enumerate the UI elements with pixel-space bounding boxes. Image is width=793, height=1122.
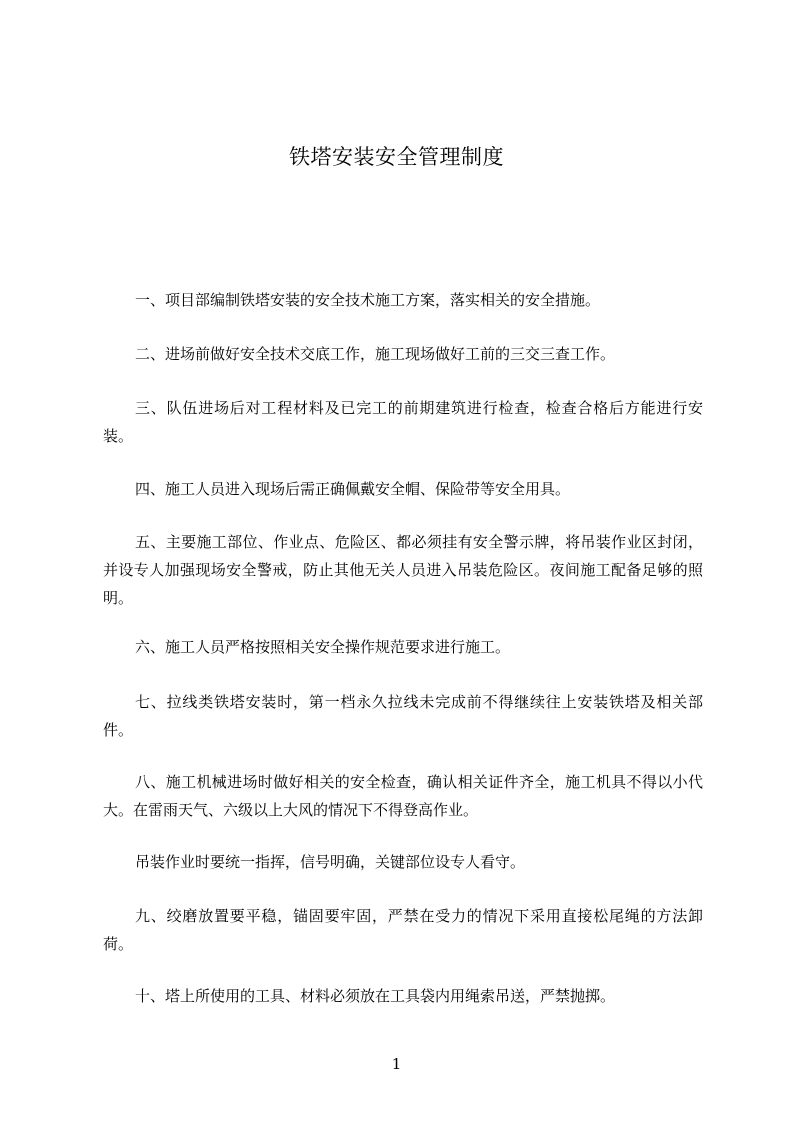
paragraph-2: 二、进场前做好安全技术交底工作，施工现场做好工前的三交三查工作。 [135,345,616,363]
paragraph-11: 十、塔上所使用的工具、材料必须放在工具袋内用绳索吊送，严禁抛掷。 [135,987,616,1005]
paragraph-9: 吊装作业时要统一指挥，信号明确，关键部位设专人看守。 [135,853,526,871]
paragraph-5: 五、主要施工部位、作业点、危险区、都必须挂有安全警示牌，将吊装作业区封闭，并设专人加强现场安全警戒，防止其他无关人员进入吊装危险区。夜间施工配备足够的照明。 [103,533,703,607]
paragraph-10: 九、绞磨放置要平稳，锚固要牢固，严禁在受力的情况下采用直接松尾绳的方法卸荷。 [103,907,703,953]
page-number: 1 [391,1055,402,1073]
paragraph-6: 六、施工人员严格按照相关安全操作规范要求进行施工。 [135,638,511,656]
paragraph-3: 三、队伍进场后对工程材料及已完工的前期建筑进行检查，检查合格后方能进行安装。 [103,399,703,445]
paragraph-4: 四、施工人员进入现场后需正确佩戴安全帽、保险带等安全用具。 [135,480,571,498]
paragraph-1: 一、项目部编制铁塔安装的安全技术施工方案，落实相关的安全措施。 [135,291,601,309]
paragraph-8: 八、施工机械进场时做好相关的安全检查，确认相关证件齐全，施工机具不得以小代大。在雷雨天气、六级以上大风的情况下不得登高作业。 [103,773,703,819]
document-title: 铁塔安装安全管理制度 [289,145,504,169]
paragraph-7: 七、拉线类铁塔安装时，第一档永久拉线未完成前不得继续往上安装铁塔及相关部件。 [103,693,703,739]
